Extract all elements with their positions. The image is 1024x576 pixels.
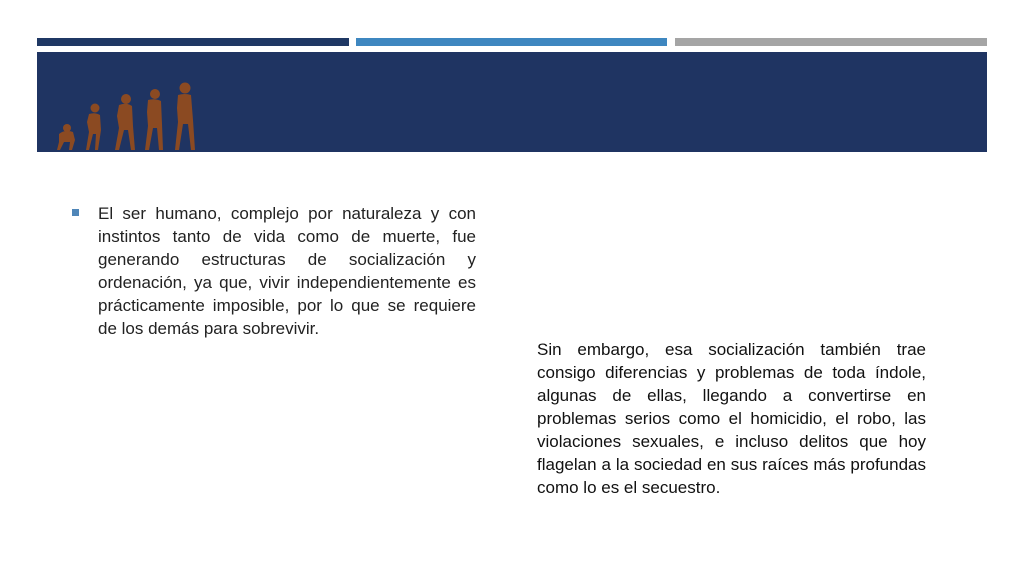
bullet-item (72, 202, 476, 340)
human-evolution-icon (45, 82, 205, 152)
title-banner (37, 52, 987, 152)
square-bullet-icon (72, 209, 79, 216)
bullet-text: El ser humano, complejo por naturaleza y con instintos tanto de vida como de muerte, fue generando estructuras de socialización y ordenación, ya que, vivir independientemente es prácticamente imposible, por lo que se requiere de los demás para sobrevivir. (98, 204, 476, 338)
top-stripe-navy (37, 38, 349, 46)
right-paragraph: Sin embargo, esa socialización también trae consigo diferencias y problemas de toda índole, algunas de ellas, llegando a convertirse en problemas serios como el homicidio, el robo, las violaciones sexuales, e incluso delitos que hoy flagelan a la sociedad en sus raíces más profundas como lo es el secuestro. (537, 340, 926, 497)
top-stripe-gray (675, 38, 987, 46)
top-stripe-blue (356, 38, 667, 46)
